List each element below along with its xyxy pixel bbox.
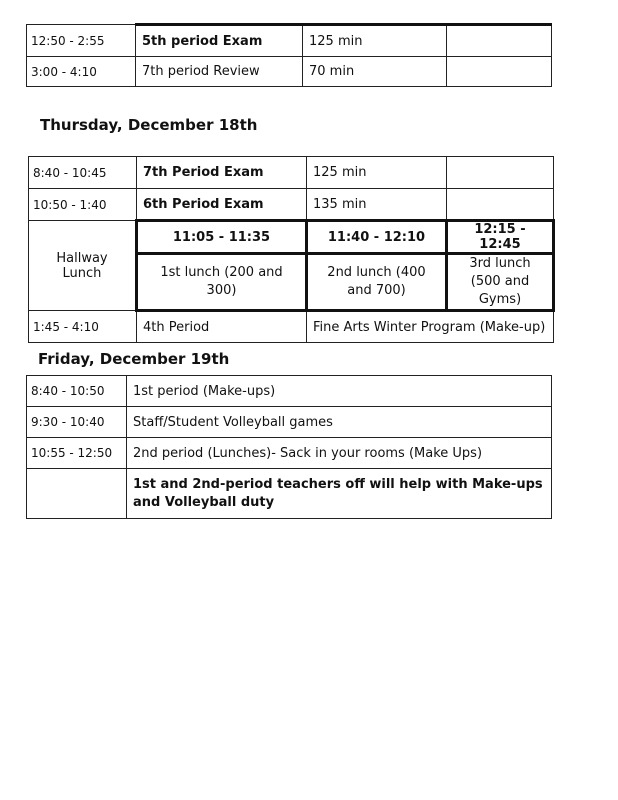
duration-cell: 125 min [307,157,447,189]
time-cell: 9:30 - 10:40 [27,407,127,438]
table-row [27,25,552,57]
table-row [27,57,552,87]
lunch-time-cell: 12:15 - 12:45 [447,221,554,254]
table-row [27,376,552,407]
time-cell: 10:50 - 1:40 [29,189,137,221]
event-cell: 1st period (Make-ups) [127,376,552,407]
event-cell: Staff/Student Volleyball games [127,407,552,438]
thursday-schedule-table [28,156,555,343]
table-row [29,189,554,221]
lunch-group-cell: 3rd lunch (500 and Gyms) [447,254,554,311]
time-cell: 1:45 - 4:10 [29,311,137,343]
extra-cell [447,189,554,221]
hallway-lunch-label: Hallway Lunch [29,221,137,311]
lunch-group-cell: 1st lunch (200 and 300) [137,254,307,311]
time-cell: 12:50 - 2:55 [27,25,136,57]
duration-cell: 125 min [303,25,447,57]
time-cell: 10:55 - 12:50 [27,438,127,469]
table-row [27,407,552,438]
time-cell: 8:40 - 10:45 [29,157,137,189]
event-cell: 6th Period Exam [137,189,307,221]
thursday-heading: Thursday, December 18th [40,116,258,134]
table-row [27,438,552,469]
friday-heading: Friday, December 19th [38,350,230,368]
time-cell: 8:40 - 10:50 [27,376,127,407]
friday-schedule-table [26,375,552,519]
duration-cell: 70 min [303,57,447,87]
note-cell: Fine Arts Winter Program (Make-up) [307,311,554,343]
table-row [29,157,554,189]
extra-cell [447,57,552,87]
time-cell [27,469,127,519]
event-cell: 5th period Exam [136,25,303,57]
lunch-time-cell: 11:40 - 12:10 [307,221,447,254]
event-cell: 7th period Review [136,57,303,87]
event-cell: 2nd period (Lunches)- Sack in your rooms (Make Ups) [127,438,552,469]
time-cell: 3:00 - 4:10 [27,57,136,87]
table-row [29,221,554,254]
extra-cell [447,25,552,57]
wednesday-schedule-table [26,23,552,87]
table-row [27,469,552,519]
lunch-group-cell: 2nd lunch (400 and 700) [307,254,447,311]
event-cell: 4th Period [137,311,307,343]
event-cell: 1st and 2nd-period teachers off will help with Make-ups and Volleyball duty [127,469,552,519]
event-cell: 7th Period Exam [137,157,307,189]
duration-cell: 135 min [307,189,447,221]
lunch-time-cell: 11:05 - 11:35 [137,221,307,254]
extra-cell [447,157,554,189]
table-row [29,311,554,343]
